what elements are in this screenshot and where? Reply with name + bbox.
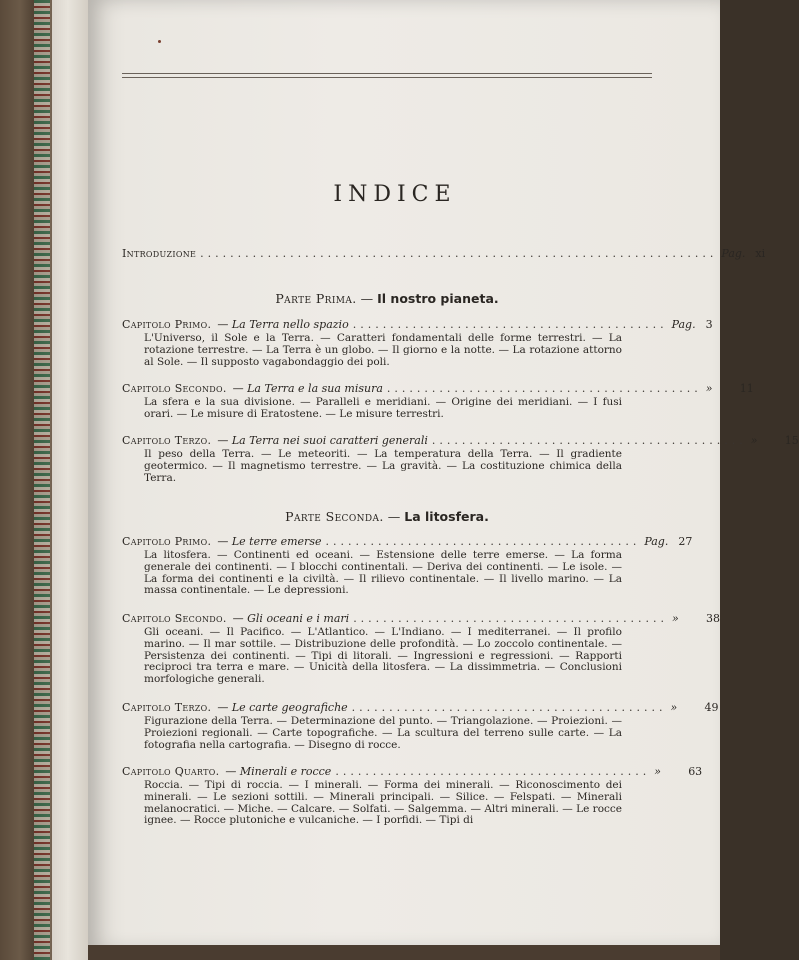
page-number: 27	[678, 535, 693, 548]
chapter-summary: La sfera e la sua divisione. — Paralleli e meridiani. — Origine dei meridiani. — I fusi orari. — Le misure di Eratostene. — Le misure terrestri.	[144, 396, 622, 420]
chapter-summary: Il peso della Terra. — Le meteoriti. — La temperatura della Terra. — Il gradiente geotermico. — Il magnetismo terrestre. — La gravità. — La costituzione chimica della Terra.	[144, 448, 622, 484]
chapter-label: Capitolo Terzo.	[122, 434, 212, 447]
pag-word: »	[705, 382, 713, 395]
pag-word: »	[750, 434, 758, 447]
chapter-summary: Figurazione della Terra. — Determinazione del punto. — Triangolazione. — Proiezioni. — Proiezioni regionali. — Carte topografiche. — La scultura del terreno sulle carte. — La fotografia nella cartografia. — Disegno di rocce.	[144, 715, 622, 751]
chapter-label: Capitolo Terzo.	[122, 701, 212, 714]
pag-word: »	[654, 765, 661, 778]
leader-dots: ..........................................	[335, 765, 651, 778]
leader-dots: ..........................................	[386, 382, 702, 395]
part-heading-2	[122, 509, 652, 524]
part-title: Il nostro pianeta.	[377, 291, 499, 306]
page-title: INDICE	[333, 182, 457, 207]
toc-entry-introduction	[122, 247, 766, 260]
entry-label: Introduzione	[122, 247, 197, 260]
chapter-title: — Gli oceani e i mari	[232, 612, 350, 625]
chapter-summary: La litosfera. — Continenti ed oceani. — Estensione delle terre emerse. — La forma generale dei continenti. — I blocchi continentali. — Deriva dei continenti. — Le isole. — La forma dei continenti e la civiltà. — Il rilievo continentale. — Il livello marino. — La massa continentale. — Le depressioni.	[144, 549, 622, 597]
leader-dots: ..........................................	[351, 701, 667, 714]
part-label: Parte Seconda.	[285, 509, 384, 524]
chapter-title: — Le carte geografiche	[217, 701, 348, 714]
toc-chapter	[122, 765, 703, 827]
chapter-label: Capitolo Quarto.	[122, 765, 220, 778]
pag-word: Pag.	[644, 535, 669, 548]
page-number: 15	[784, 434, 799, 447]
toc-chapter	[122, 612, 721, 686]
chapter-title: — Le terre emerse	[217, 535, 322, 548]
chapter-title: — La Terra e la sua misura	[232, 382, 383, 395]
pag-word: »	[672, 612, 679, 625]
toc-chapter	[122, 434, 799, 484]
chapter-label: Capitolo Primo.	[122, 318, 212, 331]
chapter-label: Capitolo Secondo.	[122, 612, 227, 625]
chapter-summary: L'Universo, il Sole e la Terra. — Caratteri fondamentali delle forme terrestri. — La rotazione terrestre. — La Terra è un globo. — Il giorno e la notte. — La rotazione attorno al Sole. — Il supposto vagabondaggio dei poli.	[144, 332, 622, 368]
leader-dots: ..........................................	[353, 612, 669, 625]
chapter-summary: Roccia. — Tipi di roccia. — I minerali. — Forma dei minerali. — Riconoscimento dei minerali. — Le sezioni sottili. — Minerali principali. — Silice. — Felspati. — Minerali melanocratici. — Miche. — Calcare. — Solfati. — Salgemma. — Altri minerali. — Le rocce ignee. — Rocce plutoniche e vulcaniche. — I porfidi. — Tipi di	[144, 779, 622, 827]
part-dash: —	[360, 291, 374, 306]
toc-chapter	[122, 318, 713, 368]
leader-dots: ..........................................	[352, 318, 668, 331]
chapter-summary: Gli oceani. — Il Pacifico. — L'Atlantico. — L'Indiano. — I mediterranei. — Il profilo marino. — Il mar sottile. — Distribuzione delle profondità. — Lo zoccolo continentale. — Persistenza dei continenti. — Tipi di litorali. — Ingressioni e regressioni. — Rapporti reciproci tra terra e mare. — Unicità della litosfera. — La dissimmetria. — Conclusioni morfologiche generali.	[144, 626, 622, 686]
page-bottom-edge	[88, 945, 720, 960]
page-number: 38	[706, 612, 721, 625]
chapter-title: — Minerali e rocce	[225, 765, 332, 778]
part-label: Parte Prima.	[275, 291, 357, 306]
pag-word: Pag.	[721, 247, 746, 260]
page-edges	[52, 0, 92, 960]
chapter-title: — La Terra nei suoi caratteri generali	[217, 434, 428, 447]
toc-chapter	[122, 701, 719, 751]
part-title: La litosfera.	[404, 509, 489, 524]
ink-speck	[158, 40, 161, 43]
pag-word: Pag.	[671, 318, 696, 331]
binding-stitching	[34, 0, 50, 960]
part-dash: —	[387, 509, 401, 524]
leader-dots: .....................................................................	[200, 247, 718, 260]
header-rule-bottom	[122, 77, 652, 78]
leader-dots: ..........................................	[431, 434, 747, 447]
page-number: 63	[688, 765, 703, 778]
toc-chapter	[122, 535, 693, 597]
page-number: 11	[739, 382, 754, 395]
page-number: 3	[705, 318, 713, 331]
toc-chapter	[122, 382, 754, 421]
page-number: 49	[704, 701, 719, 714]
header-rule-top	[122, 73, 652, 74]
chapter-title: — La Terra nello spazio	[217, 318, 349, 331]
leader-dots: ..........................................	[325, 535, 641, 548]
part-heading-1	[122, 291, 652, 306]
chapter-label: Capitolo Secondo.	[122, 382, 227, 395]
chapter-label: Capitolo Primo.	[122, 535, 212, 548]
page-number: xi	[755, 247, 766, 260]
pag-word: »	[670, 701, 678, 714]
